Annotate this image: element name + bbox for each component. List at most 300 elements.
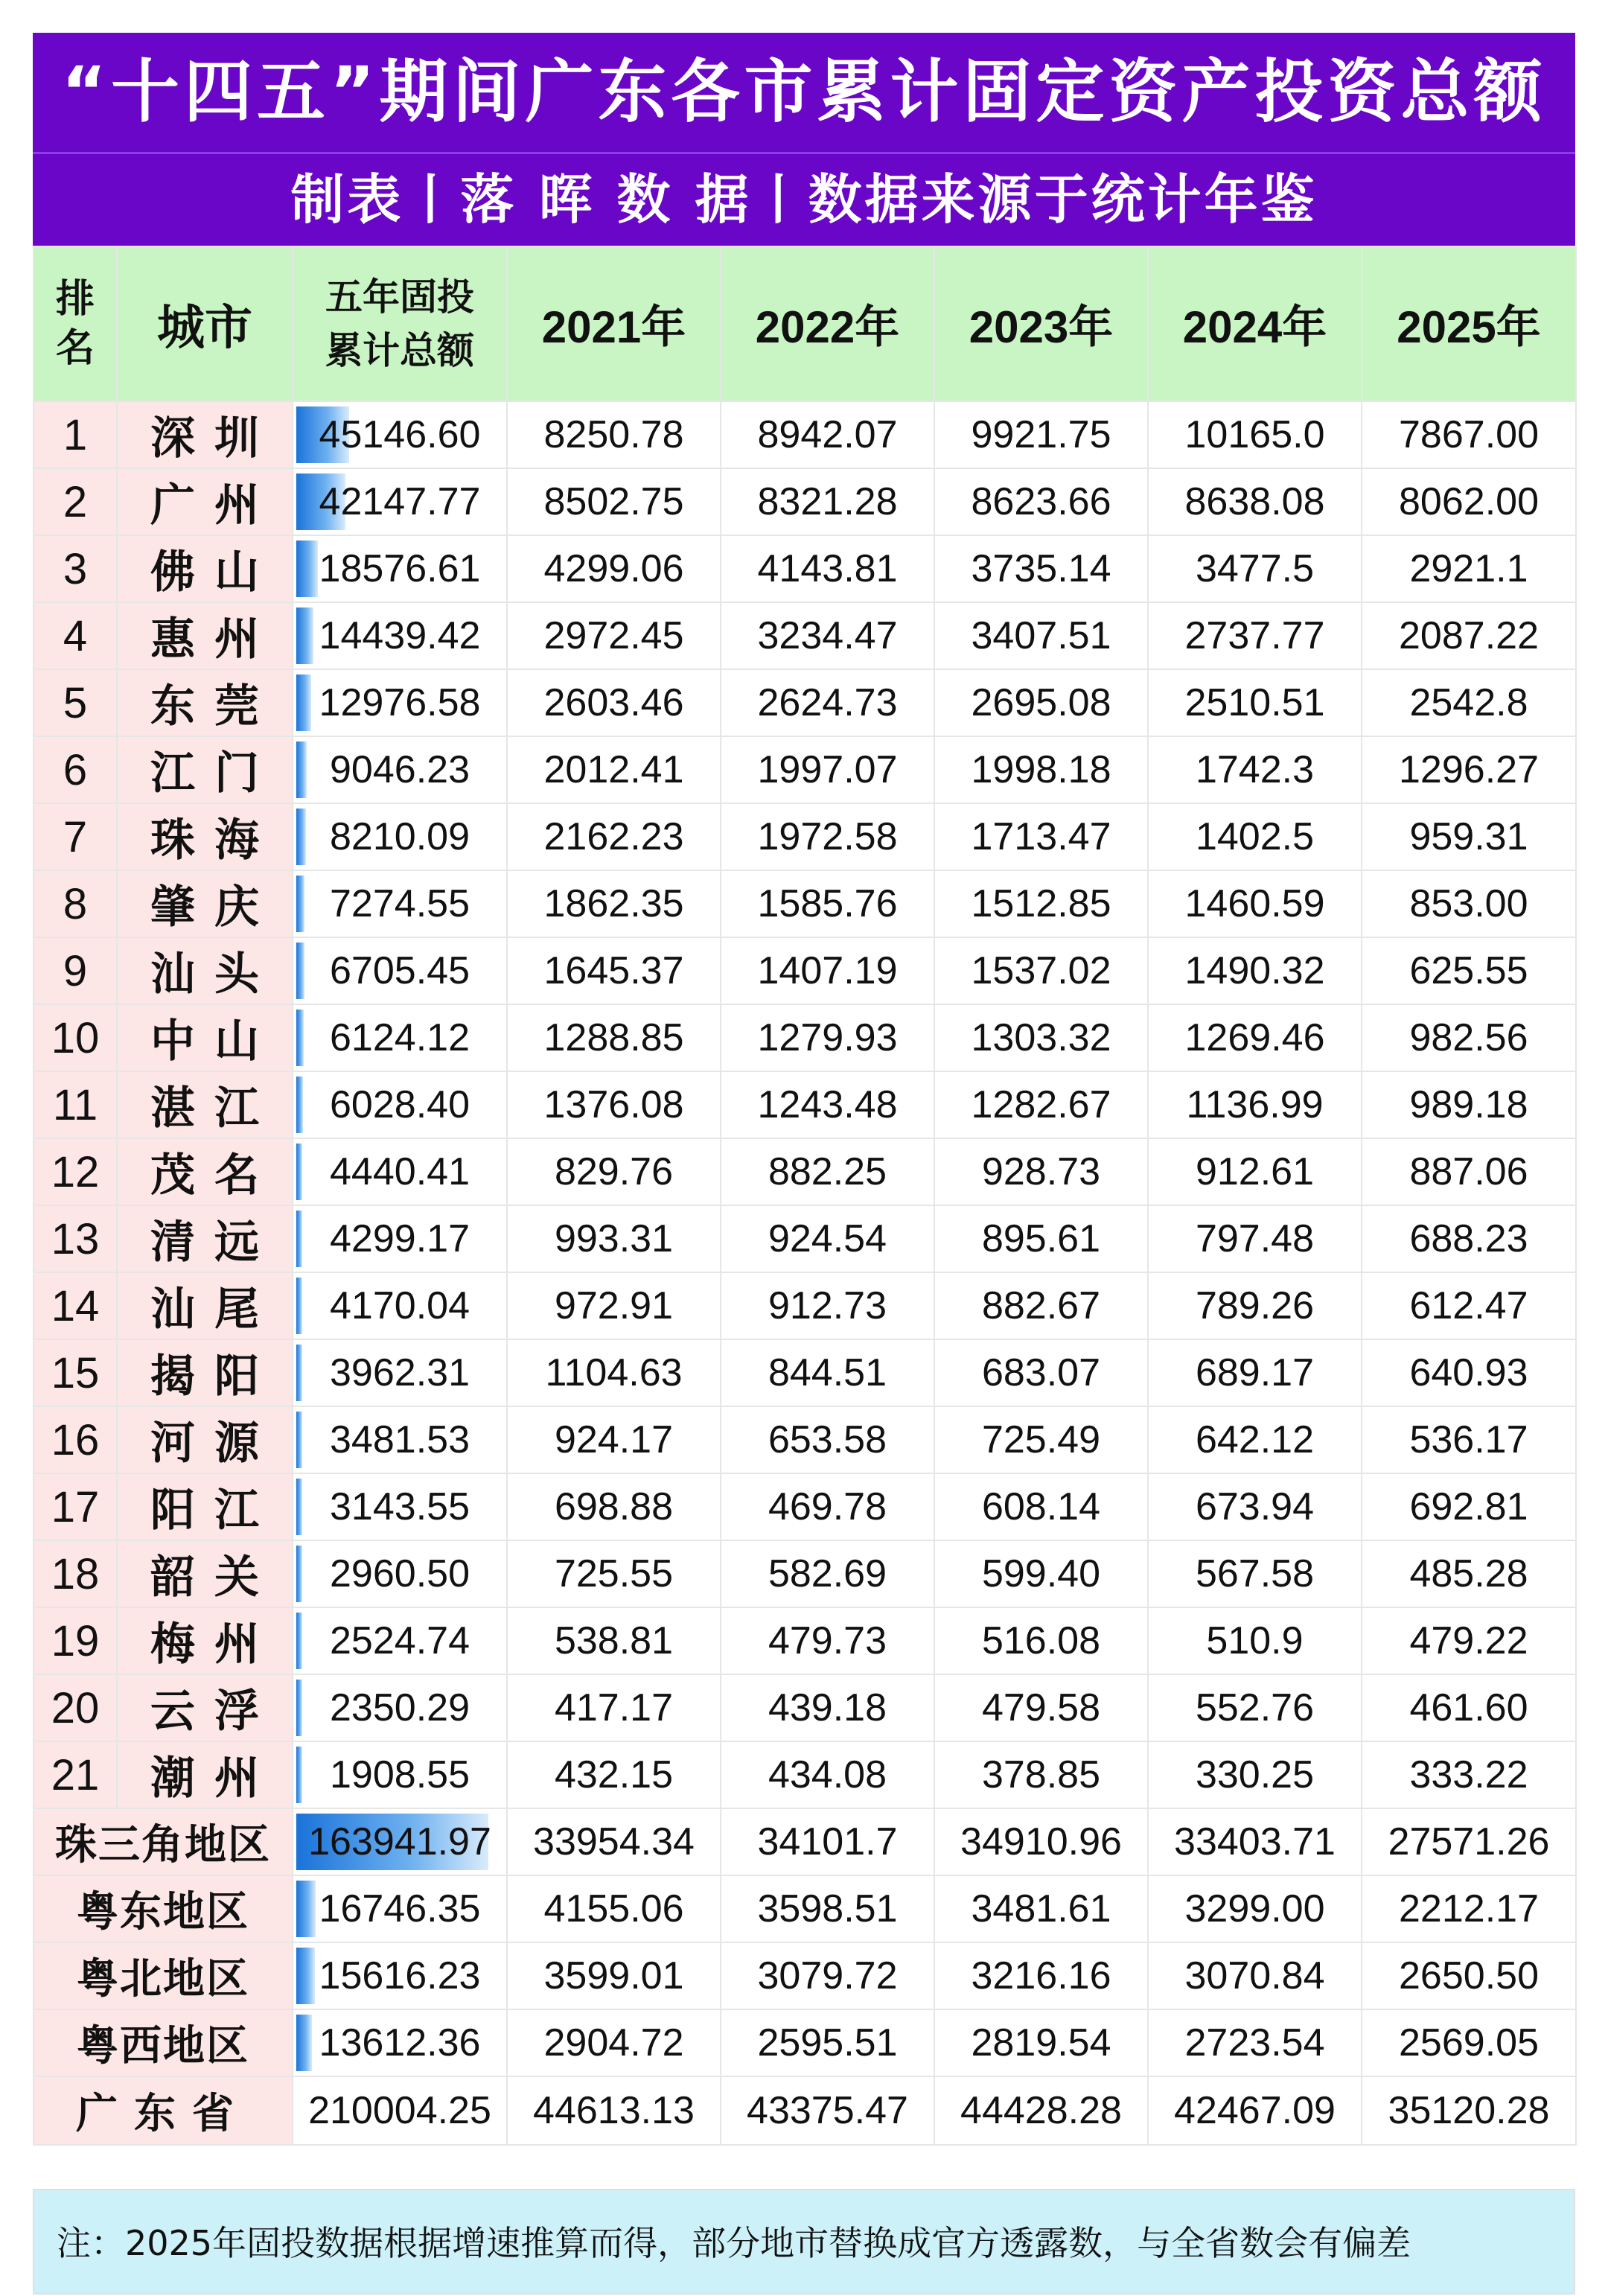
total-cell — [293, 1071, 507, 1138]
total-value: 16746.35 — [319, 1887, 481, 1930]
year-value: 8502.75 — [507, 468, 721, 535]
year-value: 35120.28 — [1362, 2076, 1576, 2145]
title-banner — [33, 33, 1575, 246]
year-value: 2542.8 — [1362, 669, 1576, 736]
city-cell — [117, 870, 293, 937]
city-name: 梅州 — [150, 1619, 278, 1671]
city-cell — [117, 1607, 293, 1674]
year-value: 4155.06 — [507, 1875, 721, 1942]
year-value: 333.22 — [1362, 1741, 1576, 1808]
year-value: 673.94 — [1148, 1473, 1362, 1540]
year-value: 912.73 — [721, 1272, 934, 1339]
total-cell — [293, 1808, 507, 1875]
total-bar — [296, 1881, 316, 1937]
page-title: “十四五”期间广东各市累计固定资产投资总额 — [61, 52, 1547, 132]
year-value: 1282.67 — [934, 1071, 1148, 1138]
year-value: 3599.01 — [507, 1942, 721, 2009]
total-bar — [296, 809, 306, 865]
total-bar — [296, 1345, 302, 1401]
city-name: 肇庆 — [150, 881, 278, 934]
year-value: 928.73 — [934, 1138, 1148, 1205]
year-value: 2595.51 — [721, 2009, 934, 2076]
year-value: 8623.66 — [934, 468, 1148, 535]
total-bar — [296, 540, 318, 597]
header-row — [34, 246, 1576, 401]
total-value: 13612.36 — [319, 2021, 481, 2064]
city-name: 阳江 — [150, 1485, 278, 1537]
year-value: 692.81 — [1362, 1473, 1576, 1540]
rank-cell: 3 — [34, 535, 117, 602]
year-value: 1972.58 — [721, 803, 934, 870]
table-row — [34, 1607, 1576, 1674]
year-value: 43375.47 — [721, 2076, 934, 2145]
rank-cell: 4 — [34, 602, 117, 669]
year-value: 982.56 — [1362, 1004, 1576, 1071]
city-cell — [117, 535, 293, 602]
year-value: 689.17 — [1148, 1339, 1362, 1406]
year-value: 8250.78 — [507, 401, 721, 468]
rank-cell: 6 — [34, 736, 117, 803]
year-value: 8062.00 — [1362, 468, 1576, 535]
rank-cell: 9 — [34, 937, 117, 1004]
total-value: 163941.97 — [308, 1820, 491, 1863]
year-value: 797.48 — [1148, 1205, 1362, 1272]
year-value: 725.55 — [507, 1540, 721, 1607]
year-value: 434.08 — [721, 1741, 934, 1808]
year-value: 3481.61 — [934, 1875, 1148, 1942]
rank-cell: 11 — [34, 1071, 117, 1138]
year-value: 2624.73 — [721, 669, 934, 736]
city-cell — [117, 669, 293, 736]
total-cell — [293, 1205, 507, 1272]
year-value: 7867.00 — [1362, 401, 1576, 468]
total-cell — [293, 1339, 507, 1406]
city-cell — [117, 401, 293, 468]
year-value: 2695.08 — [934, 669, 1148, 736]
year-value: 3079.72 — [721, 1942, 934, 2009]
total-cell — [293, 937, 507, 1004]
rank-cell: 12 — [34, 1138, 117, 1205]
total-cell — [293, 669, 507, 736]
rank-cell: 21 — [34, 1741, 117, 1808]
total-bar — [296, 1747, 302, 1803]
table-row — [34, 1004, 1576, 1071]
total-bar — [296, 1546, 302, 1602]
total-bar — [296, 1613, 302, 1669]
total-value: 6705.45 — [330, 949, 470, 992]
total-cell — [293, 1942, 507, 2009]
year-value: 42467.09 — [1148, 2076, 1362, 2145]
year-value: 3477.5 — [1148, 535, 1362, 602]
year-value: 469.78 — [721, 1473, 934, 1540]
year-value: 567.58 — [1148, 1540, 1362, 1607]
header-total: 五年固投 累计总额 — [293, 246, 507, 401]
year-value: 34101.7 — [721, 1808, 934, 1875]
page-subtitle: 制表丨落 晖 数 据丨数据来源于统计年鉴 — [290, 168, 1318, 231]
year-value: 688.23 — [1362, 1205, 1576, 1272]
rank-cell: 15 — [34, 1339, 117, 1406]
year-value: 1490.32 — [1148, 937, 1362, 1004]
year-value: 1136.99 — [1148, 1071, 1362, 1138]
year-value: 330.25 — [1148, 1741, 1362, 1808]
total-value: 15616.23 — [319, 1954, 481, 1997]
year-value: 516.08 — [934, 1607, 1148, 1674]
year-value: 1243.48 — [721, 1071, 934, 1138]
rank-cell: 18 — [34, 1540, 117, 1607]
table-row — [34, 401, 1576, 468]
city-cell — [117, 1473, 293, 1540]
total-bar — [296, 1278, 302, 1334]
total-value: 3481.53 — [330, 1418, 470, 1461]
year-value: 432.15 — [507, 1741, 721, 1808]
year-value: 3070.84 — [1148, 1942, 1362, 2009]
total-value: 8210.09 — [330, 815, 470, 858]
total-bar — [296, 1144, 302, 1200]
year-value: 479.58 — [934, 1674, 1148, 1741]
table-row — [34, 1205, 1576, 1272]
year-value: 582.69 — [721, 1540, 934, 1607]
year-value: 789.26 — [1148, 1272, 1362, 1339]
rank-cell: 2 — [34, 468, 117, 535]
total-value: 4170.04 — [330, 1284, 470, 1327]
year-value: 485.28 — [1362, 1540, 1576, 1607]
year-value: 653.58 — [721, 1406, 934, 1473]
year-value: 642.12 — [1148, 1406, 1362, 1473]
city-cell — [117, 1205, 293, 1272]
infographic — [33, 33, 1575, 2262]
total-value: 9046.23 — [330, 748, 470, 791]
total-value: 2960.50 — [330, 1552, 470, 1595]
year-value: 1269.46 — [1148, 1004, 1362, 1071]
total-value: 2524.74 — [330, 1619, 470, 1662]
total-cell — [293, 1607, 507, 1674]
year-value: 882.67 — [934, 1272, 1148, 1339]
table-row — [34, 1339, 1576, 1406]
city-name: 深圳 — [150, 412, 278, 465]
city-name: 云浮 — [150, 1686, 278, 1738]
rank-cell: 13 — [34, 1205, 117, 1272]
year-value: 1585.76 — [721, 870, 934, 937]
table-row — [34, 669, 1576, 736]
total-cell — [293, 1004, 507, 1071]
year-value: 698.88 — [507, 1473, 721, 1540]
total-bar — [296, 1010, 304, 1066]
year-value: 1460.59 — [1148, 870, 1362, 937]
table-row — [34, 1540, 1576, 1607]
total-bar — [296, 1211, 302, 1267]
table-row — [34, 1272, 1576, 1339]
region-row — [34, 1942, 1576, 2009]
total-cell — [293, 1741, 507, 1808]
total-cell — [293, 1674, 507, 1741]
year-value: 829.76 — [507, 1138, 721, 1205]
city-cell — [117, 937, 293, 1004]
header-year-2024: 2024年 — [1148, 246, 1362, 401]
city-name: 潮州 — [150, 1753, 278, 1805]
table-row — [34, 803, 1576, 870]
total-bar — [296, 742, 307, 798]
total-value: 18576.61 — [319, 547, 481, 590]
year-value: 1537.02 — [934, 937, 1148, 1004]
year-value: 1288.85 — [507, 1004, 721, 1071]
table-body — [34, 401, 1576, 2145]
region-row — [34, 1808, 1576, 1875]
header-city: 城市 — [117, 246, 293, 401]
total-value: 45146.60 — [319, 413, 481, 456]
year-value: 912.61 — [1148, 1138, 1362, 1205]
year-value: 2904.72 — [507, 2009, 721, 2076]
year-value: 1279.93 — [721, 1004, 934, 1071]
table-row — [34, 1674, 1576, 1741]
city-name: 揭阳 — [150, 1351, 278, 1403]
year-value: 2819.54 — [934, 2009, 1148, 2076]
total-bar — [296, 876, 304, 932]
year-value: 417.17 — [507, 1674, 721, 1741]
year-value: 2569.05 — [1362, 2009, 1576, 2076]
year-value: 3735.14 — [934, 535, 1148, 602]
year-value: 895.61 — [934, 1205, 1148, 1272]
city-cell — [117, 1339, 293, 1406]
total-value: 7274.55 — [330, 882, 470, 925]
rank-cell: 16 — [34, 1406, 117, 1473]
city-name: 中山 — [150, 1015, 278, 1068]
total-bar — [296, 2015, 312, 2071]
table-row — [34, 1406, 1576, 1473]
year-value: 1104.63 — [507, 1339, 721, 1406]
table-row — [34, 870, 1576, 937]
year-value: 479.22 — [1362, 1607, 1576, 1674]
header-year-2023: 2023年 — [934, 246, 1148, 401]
province-name: 广东省 — [34, 2076, 293, 2145]
header-year-2022: 2022年 — [721, 246, 934, 401]
year-value: 1376.08 — [507, 1071, 721, 1138]
city-cell — [117, 602, 293, 669]
year-value: 2087.22 — [1362, 602, 1576, 669]
region-row — [34, 1875, 1576, 1942]
table-row — [34, 1473, 1576, 1540]
table-row — [34, 468, 1576, 535]
total-cell — [293, 468, 507, 535]
total-value: 6124.12 — [330, 1016, 470, 1059]
footnote-box — [33, 2189, 1575, 2295]
region-name: 珠三角地区 — [34, 1808, 293, 1875]
total-bar — [296, 675, 311, 731]
year-value: 924.17 — [507, 1406, 721, 1473]
year-value: 1645.37 — [507, 937, 721, 1004]
year-value: 1296.27 — [1362, 736, 1576, 803]
total-cell — [293, 401, 507, 468]
year-value: 2650.50 — [1362, 1942, 1576, 2009]
year-value: 1303.32 — [934, 1004, 1148, 1071]
total-value: 12976.58 — [319, 681, 481, 724]
year-value: 844.51 — [721, 1339, 934, 1406]
year-value: 44428.28 — [934, 2076, 1148, 2145]
province-total: 210004.25 — [293, 2076, 507, 2145]
total-bar — [296, 1412, 302, 1468]
table-row — [34, 736, 1576, 803]
rank-cell: 1 — [34, 401, 117, 468]
city-cell — [117, 1540, 293, 1607]
year-value: 8942.07 — [721, 401, 934, 468]
total-cell — [293, 2009, 507, 2076]
year-value: 378.85 — [934, 1741, 1148, 1808]
rank-cell: 20 — [34, 1674, 117, 1741]
total-value: 6028.40 — [330, 1083, 470, 1126]
rank-cell: 17 — [34, 1473, 117, 1540]
year-value: 1402.5 — [1148, 803, 1362, 870]
year-value: 725.49 — [934, 1406, 1148, 1473]
footnote: 注：2025年固投数据根据增速推算而得，部分地市替换成官方透露数，与全省数会有偏差 — [57, 2223, 1411, 2263]
header-rank: 排 名 — [34, 246, 117, 401]
year-value: 510.9 — [1148, 1607, 1362, 1674]
total-cell — [293, 870, 507, 937]
city-name: 湛江 — [150, 1082, 278, 1135]
investment-table — [33, 246, 1577, 2146]
year-value: 552.76 — [1148, 1674, 1362, 1741]
total-value: 3962.31 — [330, 1351, 470, 1394]
table-row — [34, 937, 1576, 1004]
year-value: 33954.34 — [507, 1808, 721, 1875]
city-cell — [117, 1004, 293, 1071]
total-cell — [293, 736, 507, 803]
year-value: 44613.13 — [507, 2076, 721, 2145]
year-value: 1997.07 — [721, 736, 934, 803]
city-cell — [117, 468, 293, 535]
total-bar — [296, 1479, 302, 1535]
total-cell — [293, 602, 507, 669]
year-value: 972.91 — [507, 1272, 721, 1339]
total-value: 4440.41 — [330, 1150, 470, 1193]
total-cell — [293, 1540, 507, 1607]
city-cell — [117, 1272, 293, 1339]
total-cell — [293, 1406, 507, 1473]
year-value: 1862.35 — [507, 870, 721, 937]
year-value: 2723.54 — [1148, 2009, 1362, 2076]
total-bar — [296, 608, 313, 664]
total-bar — [296, 1077, 303, 1133]
total-value: 1908.55 — [330, 1753, 470, 1796]
year-value: 8321.28 — [721, 468, 934, 535]
year-value: 1713.47 — [934, 803, 1148, 870]
header-year-2025: 2025年 — [1362, 246, 1576, 401]
table-row — [34, 1138, 1576, 1205]
city-name: 汕头 — [150, 948, 278, 1001]
city-name: 珠海 — [150, 814, 278, 867]
rank-cell: 10 — [34, 1004, 117, 1071]
year-value: 2012.41 — [507, 736, 721, 803]
year-value: 4143.81 — [721, 535, 934, 602]
total-cell — [293, 1875, 507, 1942]
year-value: 1998.18 — [934, 736, 1148, 803]
total-bar — [296, 943, 304, 999]
header-year-2021: 2021年 — [507, 246, 721, 401]
year-value: 479.73 — [721, 1607, 934, 1674]
city-cell — [117, 1138, 293, 1205]
year-value: 882.25 — [721, 1138, 934, 1205]
total-value: 3143.55 — [330, 1485, 470, 1528]
year-value: 924.54 — [721, 1205, 934, 1272]
year-value: 4299.06 — [507, 535, 721, 602]
year-value: 608.14 — [934, 1473, 1148, 1540]
total-bar — [296, 1680, 302, 1736]
city-cell — [117, 1741, 293, 1808]
year-value: 2972.45 — [507, 602, 721, 669]
city-name: 茂名 — [150, 1149, 278, 1202]
year-value: 3234.47 — [721, 602, 934, 669]
city-name: 江门 — [150, 747, 278, 800]
rank-cell: 14 — [34, 1272, 117, 1339]
region-name: 粤东地区 — [34, 1875, 293, 1942]
year-value: 1742.3 — [1148, 736, 1362, 803]
city-name: 东莞 — [150, 680, 278, 733]
year-value: 599.40 — [934, 1540, 1148, 1607]
total-cell — [293, 803, 507, 870]
city-cell — [117, 1674, 293, 1741]
year-value: 3407.51 — [934, 602, 1148, 669]
year-value: 461.60 — [1362, 1674, 1576, 1741]
year-value: 10165.0 — [1148, 401, 1362, 468]
table-row — [34, 1071, 1576, 1138]
year-value: 887.06 — [1362, 1138, 1576, 1205]
year-value: 3299.00 — [1148, 1875, 1362, 1942]
year-value: 625.55 — [1362, 937, 1576, 1004]
year-value: 33403.71 — [1148, 1808, 1362, 1875]
city-cell — [117, 803, 293, 870]
city-name: 广州 — [150, 479, 278, 532]
year-value: 439.18 — [721, 1674, 934, 1741]
city-cell — [117, 1406, 293, 1473]
year-value: 1407.19 — [721, 937, 934, 1004]
year-value: 538.81 — [507, 1607, 721, 1674]
city-name: 韶关 — [150, 1552, 278, 1604]
year-value: 3598.51 — [721, 1875, 934, 1942]
rank-cell: 5 — [34, 669, 117, 736]
title-divider — [33, 152, 1575, 154]
year-value: 27571.26 — [1362, 1808, 1576, 1875]
year-value: 8638.08 — [1148, 468, 1362, 535]
city-cell — [117, 736, 293, 803]
total-cell — [293, 535, 507, 602]
province-row — [34, 2076, 1576, 2145]
city-cell — [117, 1071, 293, 1138]
table-row — [34, 602, 1576, 669]
year-value: 612.47 — [1362, 1272, 1576, 1339]
year-value: 536.17 — [1362, 1406, 1576, 1473]
city-name: 清远 — [150, 1216, 278, 1269]
table-row — [34, 535, 1576, 602]
region-name: 粤西地区 — [34, 2009, 293, 2076]
city-name: 汕尾 — [150, 1283, 278, 1336]
year-value: 2737.77 — [1148, 602, 1362, 669]
year-value: 2921.1 — [1362, 535, 1576, 602]
total-value: 14439.42 — [319, 614, 481, 657]
city-name: 佛山 — [150, 546, 278, 599]
year-value: 640.93 — [1362, 1339, 1576, 1406]
year-value: 9921.75 — [934, 401, 1148, 468]
year-value: 993.31 — [507, 1205, 721, 1272]
year-value: 34910.96 — [934, 1808, 1148, 1875]
year-value: 2510.51 — [1148, 669, 1362, 736]
total-cell — [293, 1272, 507, 1339]
total-value: 2350.29 — [330, 1686, 470, 1729]
rank-cell: 8 — [34, 870, 117, 937]
year-value: 3216.16 — [934, 1942, 1148, 2009]
year-value: 2212.17 — [1362, 1875, 1576, 1942]
region-row — [34, 2009, 1576, 2076]
year-value: 959.31 — [1362, 803, 1576, 870]
total-value: 42147.77 — [319, 480, 481, 523]
region-name: 粤北地区 — [34, 1942, 293, 2009]
